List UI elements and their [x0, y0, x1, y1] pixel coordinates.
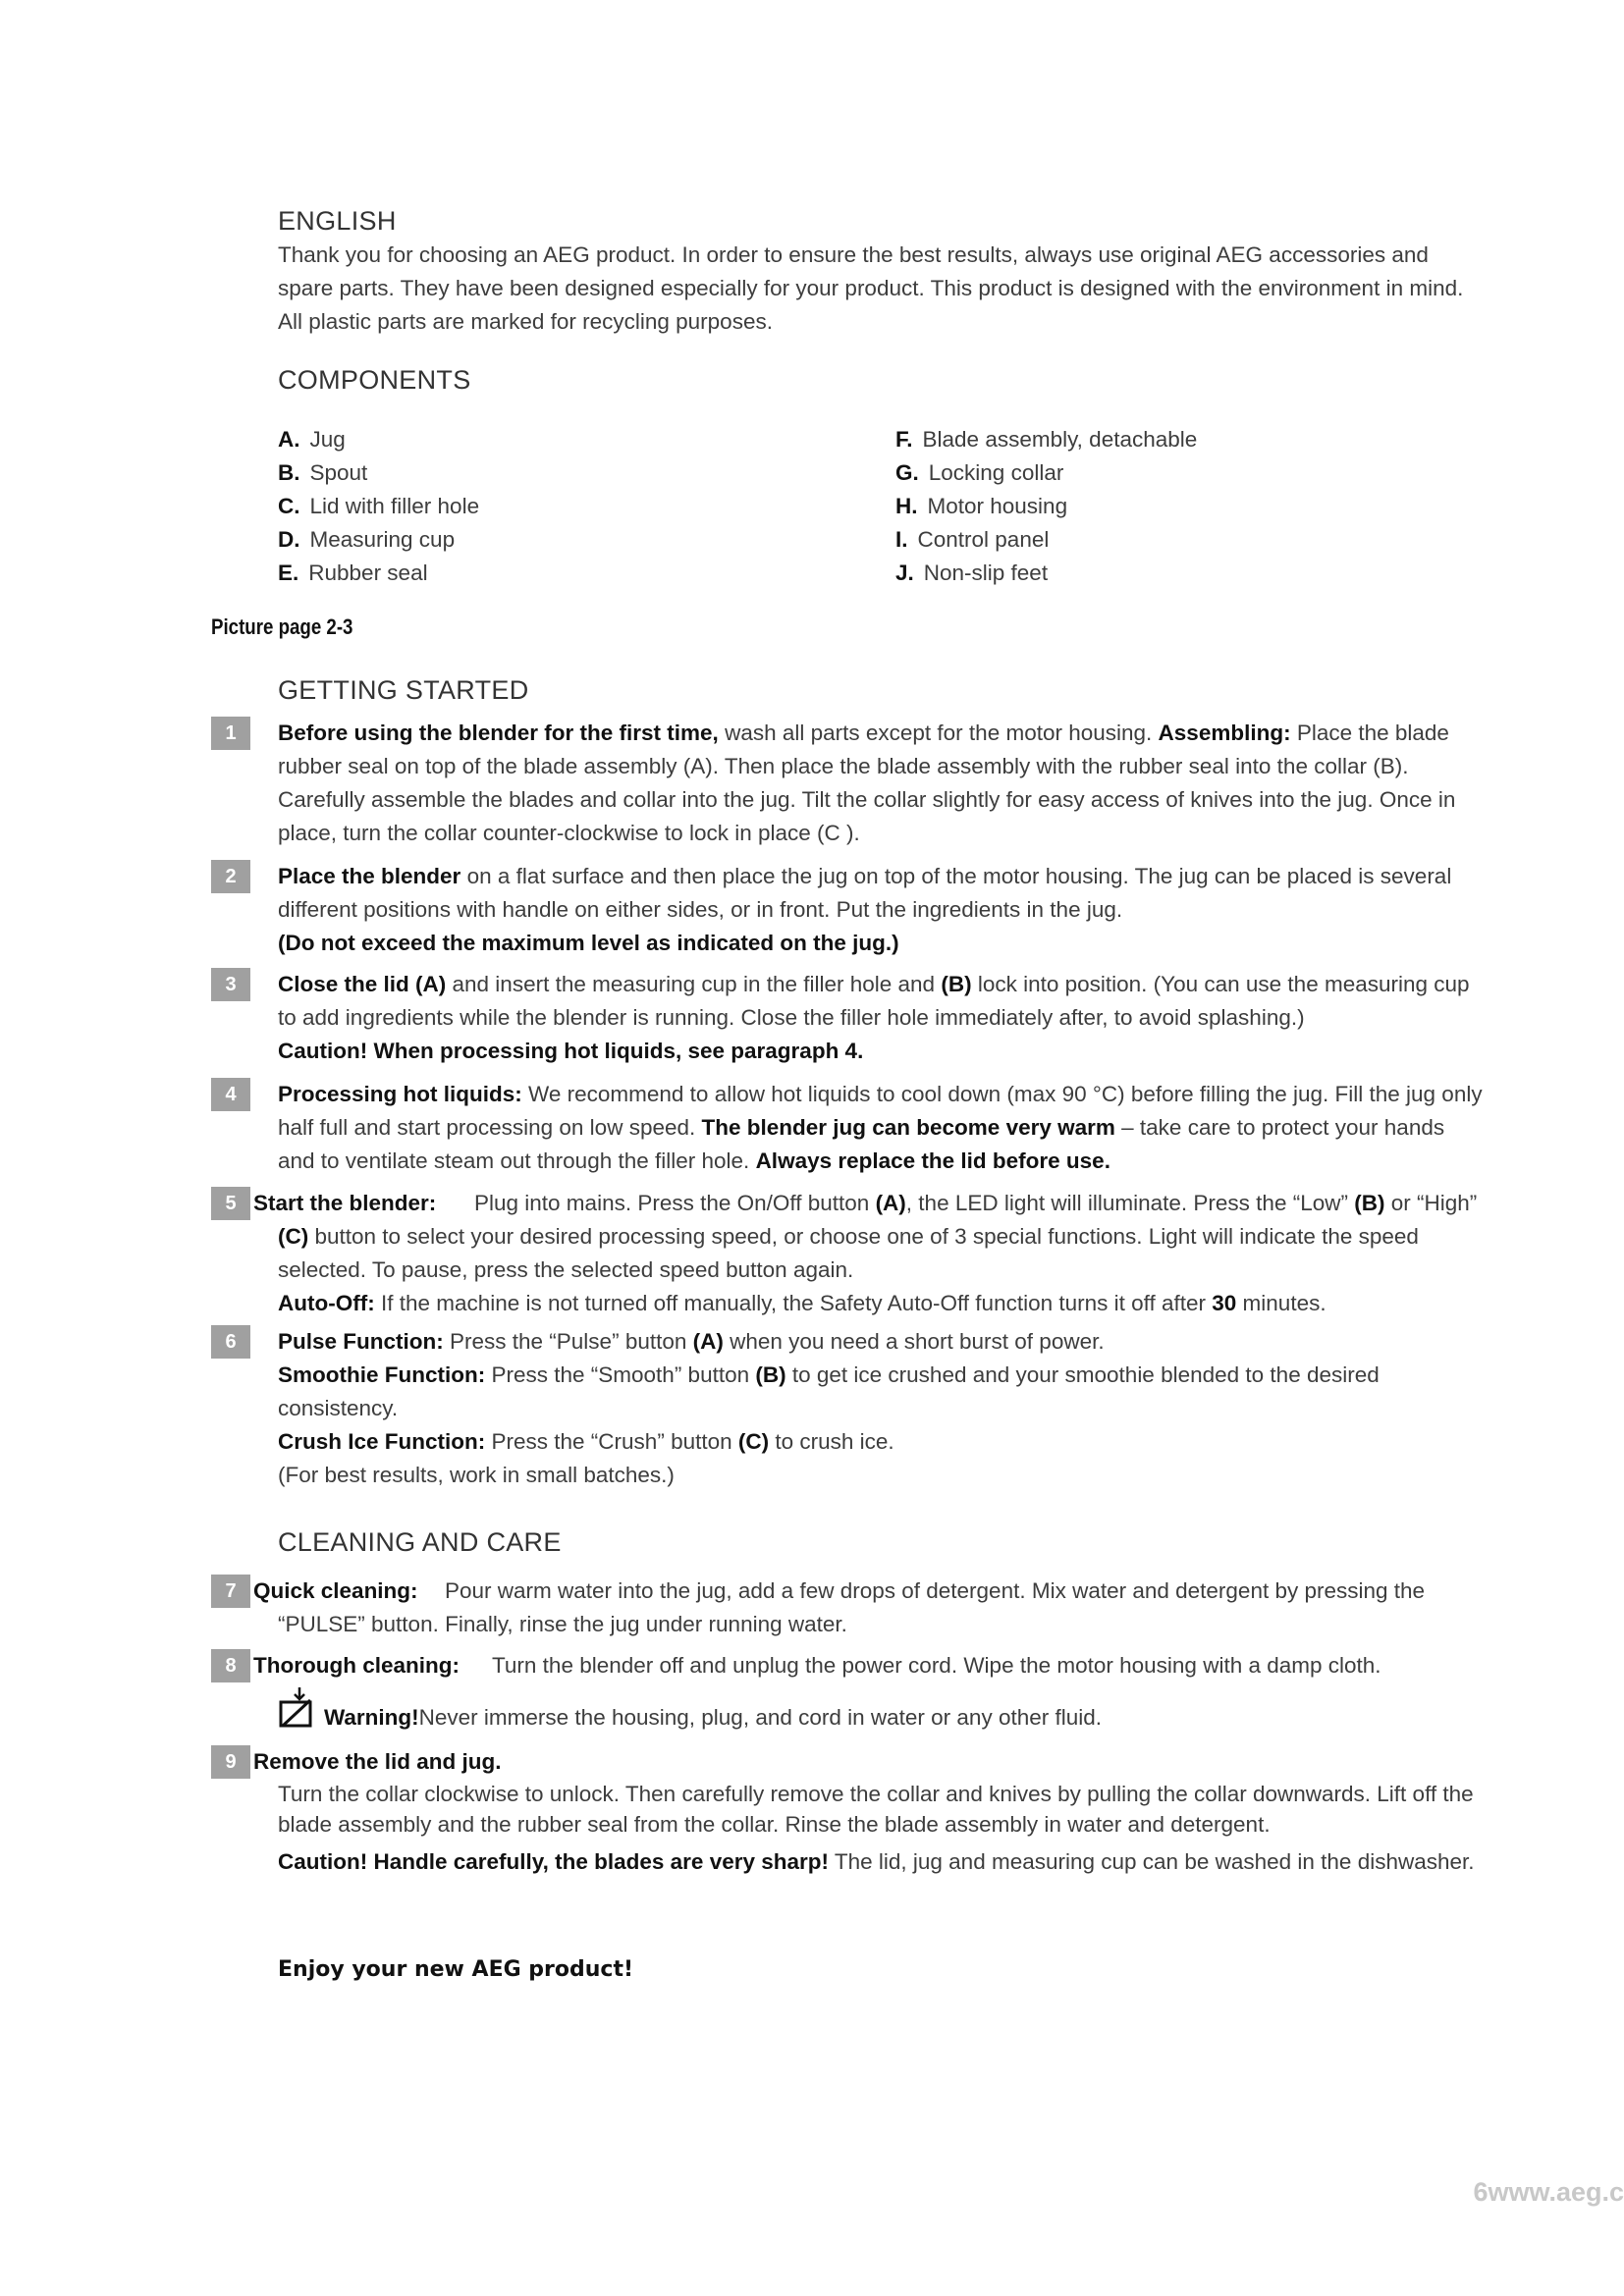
step-6: Pulse Function: Press the “Pulse” button (A) when you need a short burst of power. Smoothie Function: Press the “Smooth” button (B) to get ice crushed and your smoothie blended to the desired consistency. Crush Ice Function: Press the “Crush” button (C) to crush ice. (For best results, work in small batches.) — [278, 1329, 1380, 1487]
component-item: A. Jug — [278, 427, 346, 452]
step-number-badge: 6 — [211, 1325, 250, 1359]
closing-text: Enjoy your new AEG product! — [278, 1957, 634, 1982]
step-8-heading: Thorough cleaning: — [253, 1653, 460, 1678]
step-1: Before using the blender for the first time, wash all parts except for the motor housing. Assembling: Place the blade rubber seal on top of the blade assembly (A). Then place the blade assembly with the rubber seal into the collar (B). Carefully assemble the blades and collar into the jug. Tilt the collar slightly for easy access of knives into the jug. Once in place, turn the collar counter-clockwise to lock in place (C ). — [278, 721, 1456, 845]
step-number-badge: 3 — [211, 968, 250, 1001]
step-5-heading: Start the blender: — [253, 1191, 437, 1215]
component-item: D. Measuring cup — [278, 527, 456, 552]
step-2: Place the blender on a flat surface and then place the jug on top of the motor housing. The jug can be placed is several different positions with handle on either sides, or in front. Put the ingredients in the jug. (Do not exceed the maximum level as indicated on the jug.) — [278, 864, 1452, 955]
intro-section — [278, 206, 1486, 339]
warning-immerse-icon — [278, 1686, 317, 1730]
step-number-badge: 1 — [211, 717, 250, 750]
step-number-badge: 9 — [211, 1745, 250, 1779]
heading-components: COMPONENTS — [278, 365, 471, 395]
step-9: Turn the collar clockwise to unlock. Then carefully remove the collar and knives by pulling the collar downwards. Lift off the blade assembly and the rubber seal from the collar. Rinse the blade assembly in water and detergent. Caution! Handle carefully, the blades are very sharp! The lid, jug and measuring cup can be washed in the dishwasher. — [278, 1782, 1475, 1874]
heading-getting-started: GETTING STARTED — [278, 675, 529, 705]
closing-wrap — [278, 1953, 1486, 1987]
warning-line: Warning!Never immerse the housing, plug, and cord in water or any other fluid. — [324, 1705, 1103, 1730]
cleaning-heading-wrap — [278, 1527, 1486, 1558]
step-7: Pour warm water into the jug, add a few drops of detergent. Mix water and detergent by pressing the “PULSE” button. Finally, rinse the jug under running water. — [278, 1578, 1426, 1636]
step-number-badge: 5 — [211, 1187, 250, 1220]
step-4: Processing hot liquids: We recommend to allow hot liquids to cool down (max 90 °C) before filling the jug. Fill the jug only half full and start processing on low speed. The blender jug can become very warm – take care to protect your hands and to ventilate steam out through the filler hole. Always replace the lid before use. — [278, 1082, 1483, 1173]
component-item: H. Motor housing — [895, 494, 1068, 518]
component-item: F. Blade assembly, detachable — [895, 427, 1198, 452]
components-list-right — [895, 423, 1197, 590]
step-5: Plug into mains. Press the On/Off button (A), the LED light will illuminate. Press the “Low” (B) or “High” (C) button to select your desired processing speed, or choose one of 3 special functions. Light will indicate the speed selected. To pause, press the selected speed button again. Auto-Off: If the machine is not turned off manually, the Safety Auto-Off function turns it off after 30 minutes. — [278, 1191, 1478, 1315]
intro-text: Thank you for choosing an AEG product. In order to ensure the best results, always use original AEG accessories and spare parts. They have been designed especially for your product. This product is designed with the environment in mind. All plastic parts are marked for recycling purposes. — [278, 242, 1464, 334]
heading-cleaning-and-care: CLEANING AND CARE — [278, 1527, 562, 1557]
step-number-badge: 4 — [211, 1078, 250, 1111]
step-number-badge: 8 — [211, 1649, 250, 1682]
component-item: G. Locking collar — [895, 460, 1064, 485]
step-9-heading: Remove the lid and jug. — [253, 1749, 502, 1774]
component-item: C. Lid with filler hole — [278, 494, 480, 518]
step-7-heading: Quick cleaning: — [253, 1578, 418, 1603]
step-3: Close the lid (A) and insert the measuring cup in the filler hole and (B) lock into position. (You can use the measuring cup to add ingredients while the blender is running. Close the filler hole immediately after, to avoid splashing.) Caution! When processing hot liquids, see paragraph 4. — [278, 972, 1470, 1063]
component-item: B. Spout — [278, 460, 368, 485]
component-item: J. Non-slip feet — [895, 561, 1049, 585]
step-number-badge: 2 — [211, 860, 250, 893]
component-item: E. Rubber seal — [278, 561, 428, 585]
components-list-left — [278, 423, 479, 590]
picture-page-reference: Picture page 2-3 — [211, 614, 353, 639]
components-heading-wrap — [278, 365, 1486, 396]
getting-started-heading-wrap — [278, 675, 1486, 706]
heading-english: ENGLISH — [278, 206, 397, 236]
footer-website: 6www.aeg.c — [1473, 2177, 1624, 2207]
step-number-badge: 7 — [211, 1575, 250, 1608]
step-8: Turn the blender off and unplug the power cord. Wipe the motor housing with a damp cloth. — [492, 1653, 1381, 1678]
component-item: I. Control panel — [895, 527, 1050, 552]
